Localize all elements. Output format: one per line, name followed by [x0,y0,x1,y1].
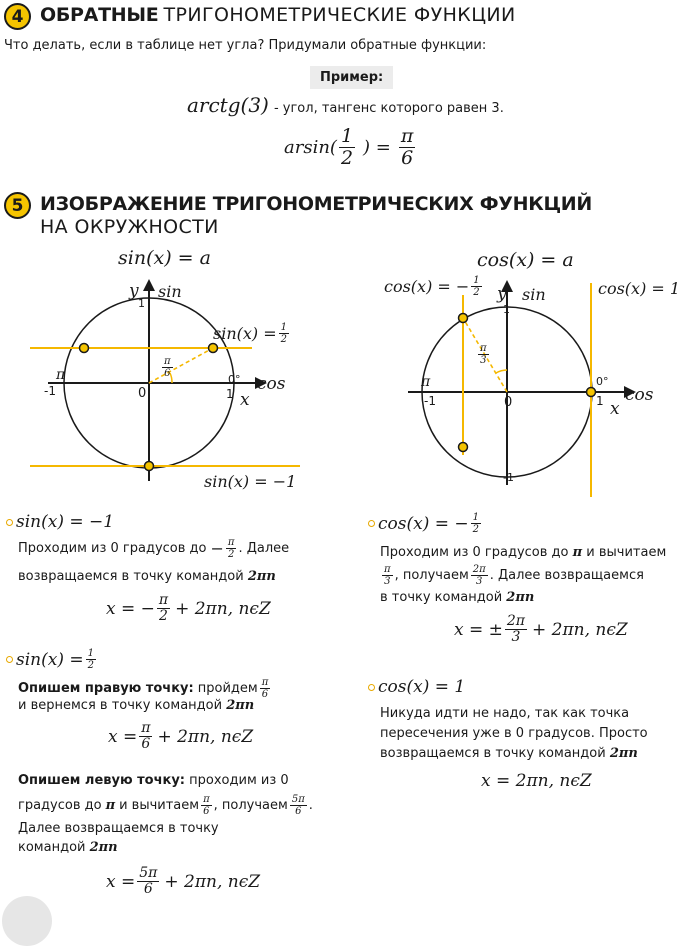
angle-arc [496,370,507,373]
left-b2-frac [86,648,96,671]
left-x-label: x [240,390,250,410]
f4-den: 3 [511,629,521,646]
left-b1-den: 2 [227,549,235,560]
point-bottom [145,462,154,471]
left-point-n2: 5π [291,794,305,805]
f3-lhs: x = [106,871,136,892]
point-left [80,344,89,353]
left-point-bold: Опишем левую точку: [18,773,186,788]
left-point-cmd: 2πn [89,840,118,855]
left-cos-axis-label: cos [257,374,286,394]
right-minus-one: -1 [424,394,436,408]
right-c1-den: 2 [472,524,480,535]
right-c1-frac [471,512,481,535]
left-deg0: 0° [228,373,241,386]
right-bottom-minus-one: -1 [503,471,514,484]
arsin-den: 2 [340,146,354,169]
left-b1-line2 [18,567,276,587]
left-point-d1: 6 [203,806,210,817]
arsin-lhs: arsin( [284,136,337,158]
left-diagram-title: sin(x) = a [118,247,211,269]
right-one: 1 [596,394,604,408]
formula-1 [106,593,271,625]
right-y-label: y [497,284,507,304]
right-angle-label [476,343,491,366]
f2-num: π [141,720,151,736]
left-point-dot: . [308,797,313,813]
arctg-expr: arctg(3) [187,93,269,117]
left-bullet-2-title [6,648,98,671]
left-half-num: 1 [280,322,288,333]
formula-3 [106,866,260,898]
left-point-line3: Далее возвращаемся в точку [18,821,219,836]
formula-5: x = 2πn, nϵZ [481,771,592,791]
right-point-bold: Опишем правую точку: [18,680,194,696]
left-point-line4 [18,838,118,858]
left-point-text: проходим из 0 [189,773,289,788]
f3-den: 6 [143,881,153,898]
section-4-title-bold: ОБРАТНЫЕ [40,4,159,26]
right-top-one: 1 [503,303,510,316]
right-c2-cmd: 2πn [609,746,638,761]
right-x-label: x [610,399,620,419]
left-point-text2: градусов до [18,797,102,813]
f2-rhs: + 2πn, nϵZ [157,726,254,747]
y-axis-arrow [143,279,155,291]
right-cos-axis-label: cos [625,385,654,405]
left-point-text6: командой [18,840,86,855]
right-c1-text3: , получаем [394,567,469,583]
right-c1-cmd: 2πn [506,590,535,605]
right-c1-frac1 [382,564,393,587]
right-c2-line1: Никуда идти не надо, так как точка [380,706,630,721]
right-sin-axis-label: sin [522,285,546,304]
left-half-frac [279,322,289,345]
right-point-text2: и вернемся в точку командой [18,698,223,713]
right-c1-n1: π [384,564,391,575]
right-c2-title-text: cos(x) = 1 [378,677,466,697]
arsin-rnum: π [400,125,414,147]
right-c2-line3 [380,744,638,764]
right-point-frac [260,677,271,700]
f1-lhs: x = − [106,598,155,619]
f2-frac [139,721,152,753]
right-bullet-1-title [368,512,483,535]
right-left-text: cos(x) = − [384,277,470,296]
right-c1-frac2 [471,564,488,587]
right-point-den: 6 [261,689,269,700]
right-c1-title-text: cos(x) = − [378,513,469,534]
left-b1-num: π [227,537,235,548]
bullet-icon [6,519,13,526]
arctg-line [187,93,504,119]
left-b1-minus: − [210,538,224,558]
right-zero: 0 [504,395,513,410]
right-c1-num: 1 [472,512,480,523]
section-4-badge: 4 [4,3,31,30]
right-left-frac [471,275,481,298]
arsin-mid: ) = [363,136,391,158]
f3-rhs: + 2πn, nϵZ [164,871,261,892]
left-minus-one: -1 [44,384,56,398]
f3-num: 5π [139,865,158,881]
right-c1-pi: π [572,545,583,560]
left-b1-cmd: 2πn [247,569,276,584]
bullet-icon [6,656,13,663]
left-half-den: 2 [280,334,288,345]
left-bullet-1-title [6,512,114,532]
right-point-line2 [18,696,254,716]
f4-num: 2π [506,613,525,629]
left-point-d2: 6 [295,806,302,817]
right-c1-line1 [380,543,666,563]
right-angle-den: 3 [480,355,487,366]
left-point-frac1 [201,794,212,817]
right-angle-num: π [480,343,487,354]
left-angle-label [160,356,175,379]
right-pi-label: π [421,374,431,390]
right-deg0: 0° [596,375,609,388]
f2-den: 6 [141,736,151,753]
left-top-one: 1 [138,297,145,310]
left-point-text4: , получаем [213,797,288,813]
left-b1-text3: возвращаемся в точку командой [18,569,244,584]
section-5-title-line1: ИЗОБРАЖЕНИЕ ТРИГОНОМЕТРИЧЕСКИХ ФУНКЦИЙ [40,193,592,215]
right-left-den: 2 [473,287,480,298]
f4-frac [505,614,527,646]
arsin-num: 1 [340,125,354,147]
right-diagram-title: cos(x) = a [477,249,574,271]
left-b1-frac [226,537,237,560]
left-b1-line1 [18,537,289,560]
arsin-formula [284,126,417,169]
right-c1-text2: и вычитаем [586,545,667,560]
f2-lhs: x = [108,726,138,747]
section-5-title-line2: НА ОКРУЖНОСТИ [40,216,219,238]
left-b2-den: 2 [87,660,94,671]
left-b1-title-text: sin(x) = −1 [16,512,115,532]
right-c1-text1: Проходим из 0 градусов до [380,545,569,560]
right-c1-line3 [380,588,534,608]
formula-2 [108,721,253,753]
right-point-cmd: 2πn [226,698,255,713]
left-point-text3: и вычитаем [119,797,200,813]
bullet-icon [368,684,375,691]
right-right-label: cos(x) = 1 [598,279,681,298]
unit-circle-cos [400,275,660,497]
arsin-result-frac [399,126,416,169]
right-c1-line2 [380,564,644,587]
left-half-label [213,322,291,345]
left-angle-num: π [164,356,171,367]
f4-lhs: x = ± [454,619,503,640]
section-4-intro: Что делать, если в таблице нет угла? Придумали обратные функции: [4,38,487,53]
right-c1-d1: 3 [384,576,391,587]
right-left-num: 1 [473,275,480,286]
point-right [587,388,596,397]
left-angle-den: 6 [164,368,171,379]
right-c2-line2: пересечения уже в 0 градусов. Просто [380,726,648,741]
f1-den: 2 [159,608,168,625]
f3-frac [137,866,159,898]
left-sin-axis-label: sin [158,282,182,301]
left-point-frac2 [290,794,307,817]
left-b2-title-text: sin(x) = [16,649,84,670]
left-zero: 0 [138,386,147,401]
right-bullet-2-title [368,677,465,697]
arsin-rden: 6 [401,146,414,169]
f1-num: π [158,592,169,608]
left-point-pi: π [105,797,116,813]
section-4-title [40,4,516,26]
right-point-text: пройдем [197,680,258,696]
f4-rhs: + 2πn, nϵZ [532,619,628,640]
right-point-num: π [261,677,269,688]
left-b1-text1: Проходим из 0 градусов до [18,540,207,556]
arsin-frac [339,126,355,169]
left-point-line1 [18,771,289,791]
point-top-left [459,314,468,323]
left-b2-num: 1 [87,648,94,659]
left-one: 1 [226,387,234,401]
left-b1-text2: . Далее [238,540,290,556]
f1-rhs: + 2πn, nϵZ [175,598,271,619]
section-4-title-rest: ТРИГОНОМЕТРИЧЕСКИЕ ФУНКЦИИ [163,4,516,26]
right-c1-text5: в точку командой [380,590,503,605]
formula-4 [454,614,628,646]
arctg-desc: - угол, тангенс которого равен 3. [273,101,504,116]
left-minus-label: sin(x) = −1 [204,472,297,491]
left-point-n1: π [203,794,210,805]
section-5-badge: 5 [4,192,31,219]
right-c1-n2: 2π [472,564,486,575]
right-c1-d2: 3 [476,576,483,587]
left-y-label: y [129,281,139,301]
left-half-text: sin(x) = [213,324,277,343]
left-point-line2 [18,794,313,817]
bullet-icon [368,520,375,527]
radius-dashed [149,348,213,383]
right-c2-text3: возвращаемся в точку командой [380,746,606,761]
f1-frac [157,593,170,625]
example-label: Пример: [310,66,393,89]
point-bottom-left [459,443,468,452]
page-corner-decoration [2,896,52,946]
right-c1-text4: . Далее возвращаемся [489,567,644,583]
left-pi-label: π [56,367,66,383]
right-left-label [384,275,484,298]
